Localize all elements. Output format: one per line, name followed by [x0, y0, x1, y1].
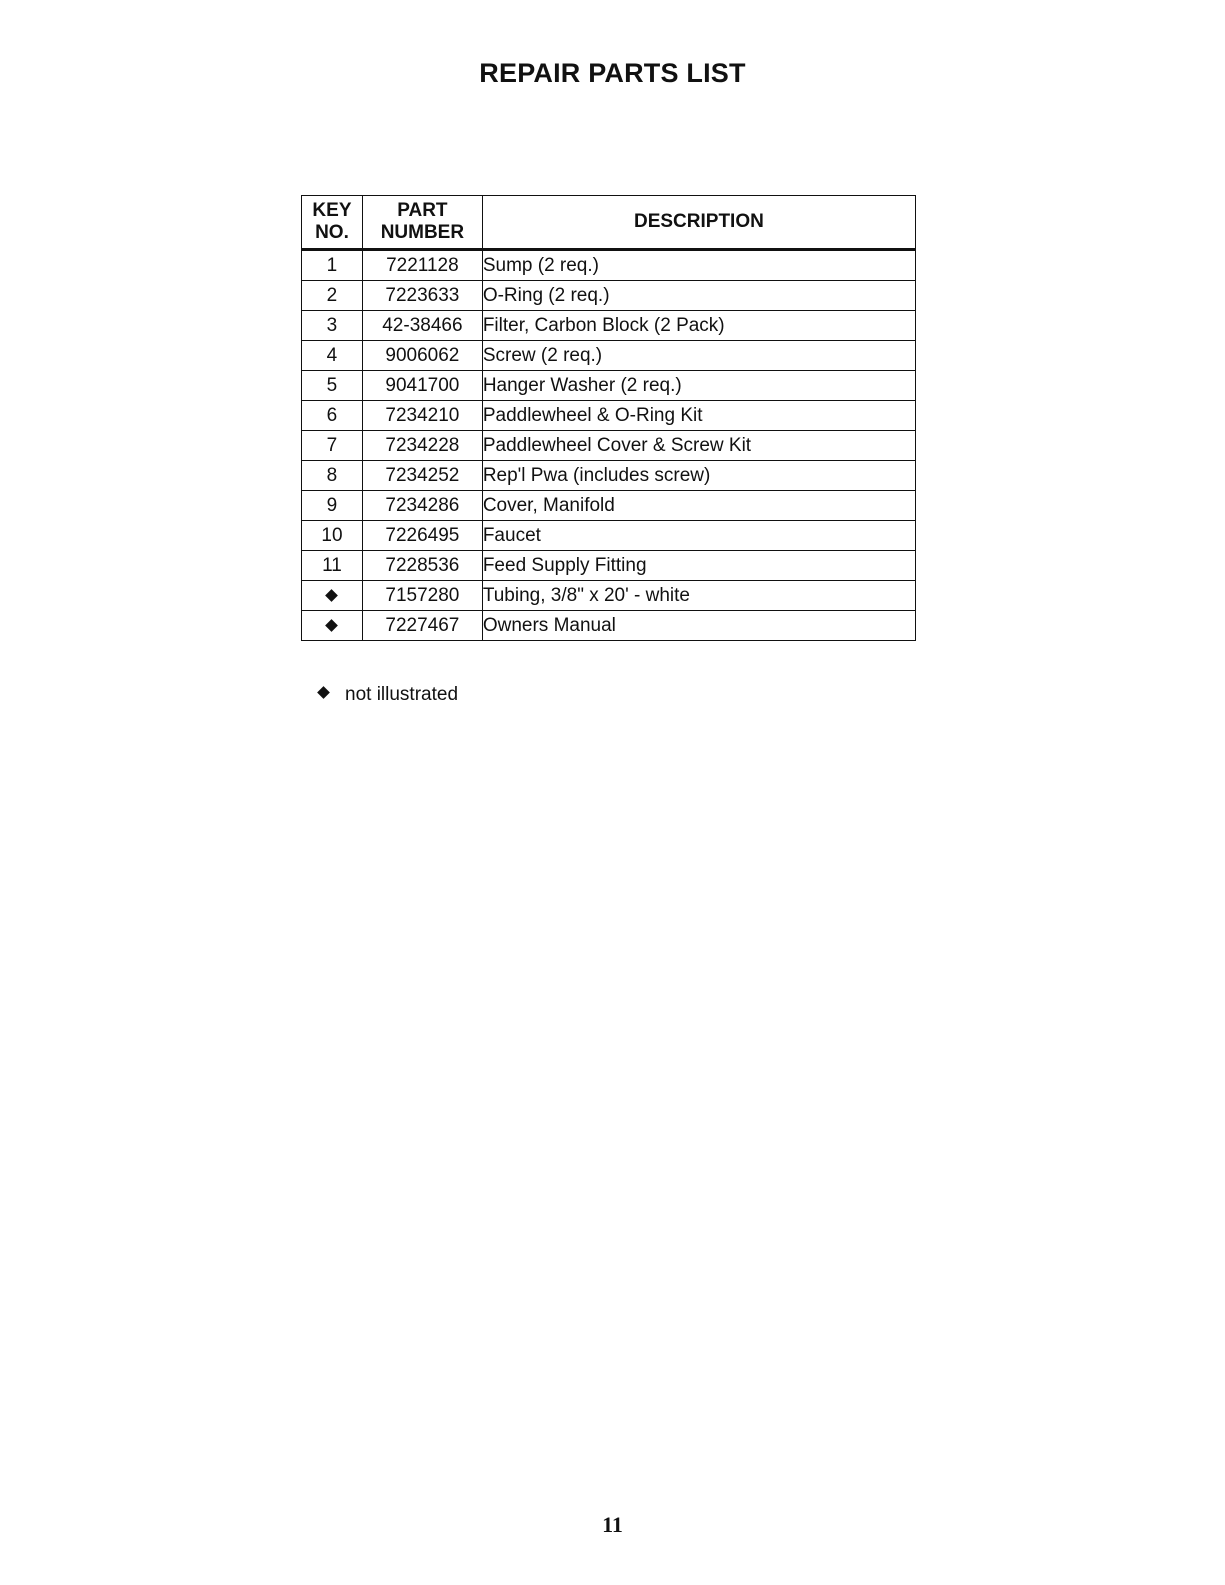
description-cell: Sump (2 req.) [482, 250, 915, 281]
part-number-cell: 9041700 [362, 371, 482, 401]
header-part-line2: NUMBER [380, 222, 465, 243]
repair-parts-table [301, 195, 916, 641]
description-cell: Tubing, 3/8" x 20' - white [482, 581, 915, 611]
description-cell: Rep'l Pwa (includes screw) [482, 461, 915, 491]
header-description: DESCRIPTION [482, 196, 915, 250]
part-number-cell: 7157280 [362, 581, 482, 611]
key-no-cell: 11 [302, 551, 363, 581]
table-row [302, 611, 916, 641]
table-row [302, 491, 916, 521]
key-no-cell: 6 [302, 401, 363, 431]
key-no-cell: 1 [302, 250, 363, 281]
description-cell: Paddlewheel & O-Ring Kit [482, 401, 915, 431]
part-number-cell: 7234210 [362, 401, 482, 431]
part-number-cell: 7223633 [362, 281, 482, 311]
description-cell: Hanger Washer (2 req.) [482, 371, 915, 401]
part-number-cell: 7228536 [362, 551, 482, 581]
part-number-cell: 7234228 [362, 431, 482, 461]
page-title: REPAIR PARTS LIST [479, 58, 746, 88]
description-cell: O-Ring (2 req.) [482, 281, 915, 311]
part-number-cell: 7234286 [362, 491, 482, 521]
legend [319, 684, 458, 706]
table-body [302, 250, 916, 641]
table-row [302, 250, 916, 281]
diamond-icon [317, 687, 330, 700]
part-number-cell: 9006062 [362, 341, 482, 371]
key-no-cell: 9 [302, 491, 363, 521]
header-part-line1: PART [397, 200, 448, 221]
key-no-cell: 2 [302, 281, 363, 311]
table-row [302, 371, 916, 401]
key-no-cell [302, 581, 363, 611]
description-cell: Filter, Carbon Block (2 Pack) [482, 311, 915, 341]
header-key-no [302, 196, 363, 250]
description-cell: Owners Manual [482, 611, 915, 641]
description-cell: Feed Supply Fitting [482, 551, 915, 581]
description-cell: Cover, Manifold [482, 491, 915, 521]
part-number-cell: 7221128 [362, 250, 482, 281]
part-number-cell: 7234252 [362, 461, 482, 491]
table-row [302, 551, 916, 581]
diamond-icon [326, 619, 339, 632]
table-row [302, 521, 916, 551]
table-row [302, 461, 916, 491]
diamond-icon [326, 589, 339, 602]
key-no-cell: 7 [302, 431, 363, 461]
table-row [302, 431, 916, 461]
table-row [302, 281, 916, 311]
table-row [302, 401, 916, 431]
key-no-cell [302, 611, 363, 641]
description-cell: Paddlewheel Cover & Screw Kit [482, 431, 915, 461]
table-row [302, 311, 916, 341]
key-no-cell: 3 [302, 311, 363, 341]
part-number-cell: 7227467 [362, 611, 482, 641]
page-number: 11 [602, 1512, 623, 1537]
header-key-line1: KEY [312, 200, 352, 221]
key-no-cell: 8 [302, 461, 363, 491]
description-cell: Screw (2 req.) [482, 341, 915, 371]
table-row [302, 341, 916, 371]
header-key-line2: NO. [315, 222, 349, 243]
key-no-cell: 10 [302, 521, 363, 551]
description-cell: Faucet [482, 521, 915, 551]
table-row [302, 581, 916, 611]
legend-text: not illustrated [345, 684, 459, 705]
table-header-row [302, 196, 916, 250]
key-no-cell: 5 [302, 371, 363, 401]
key-no-cell: 4 [302, 341, 363, 371]
header-part-number [362, 196, 482, 250]
part-number-cell: 42-38466 [362, 311, 482, 341]
part-number-cell: 7226495 [362, 521, 482, 551]
